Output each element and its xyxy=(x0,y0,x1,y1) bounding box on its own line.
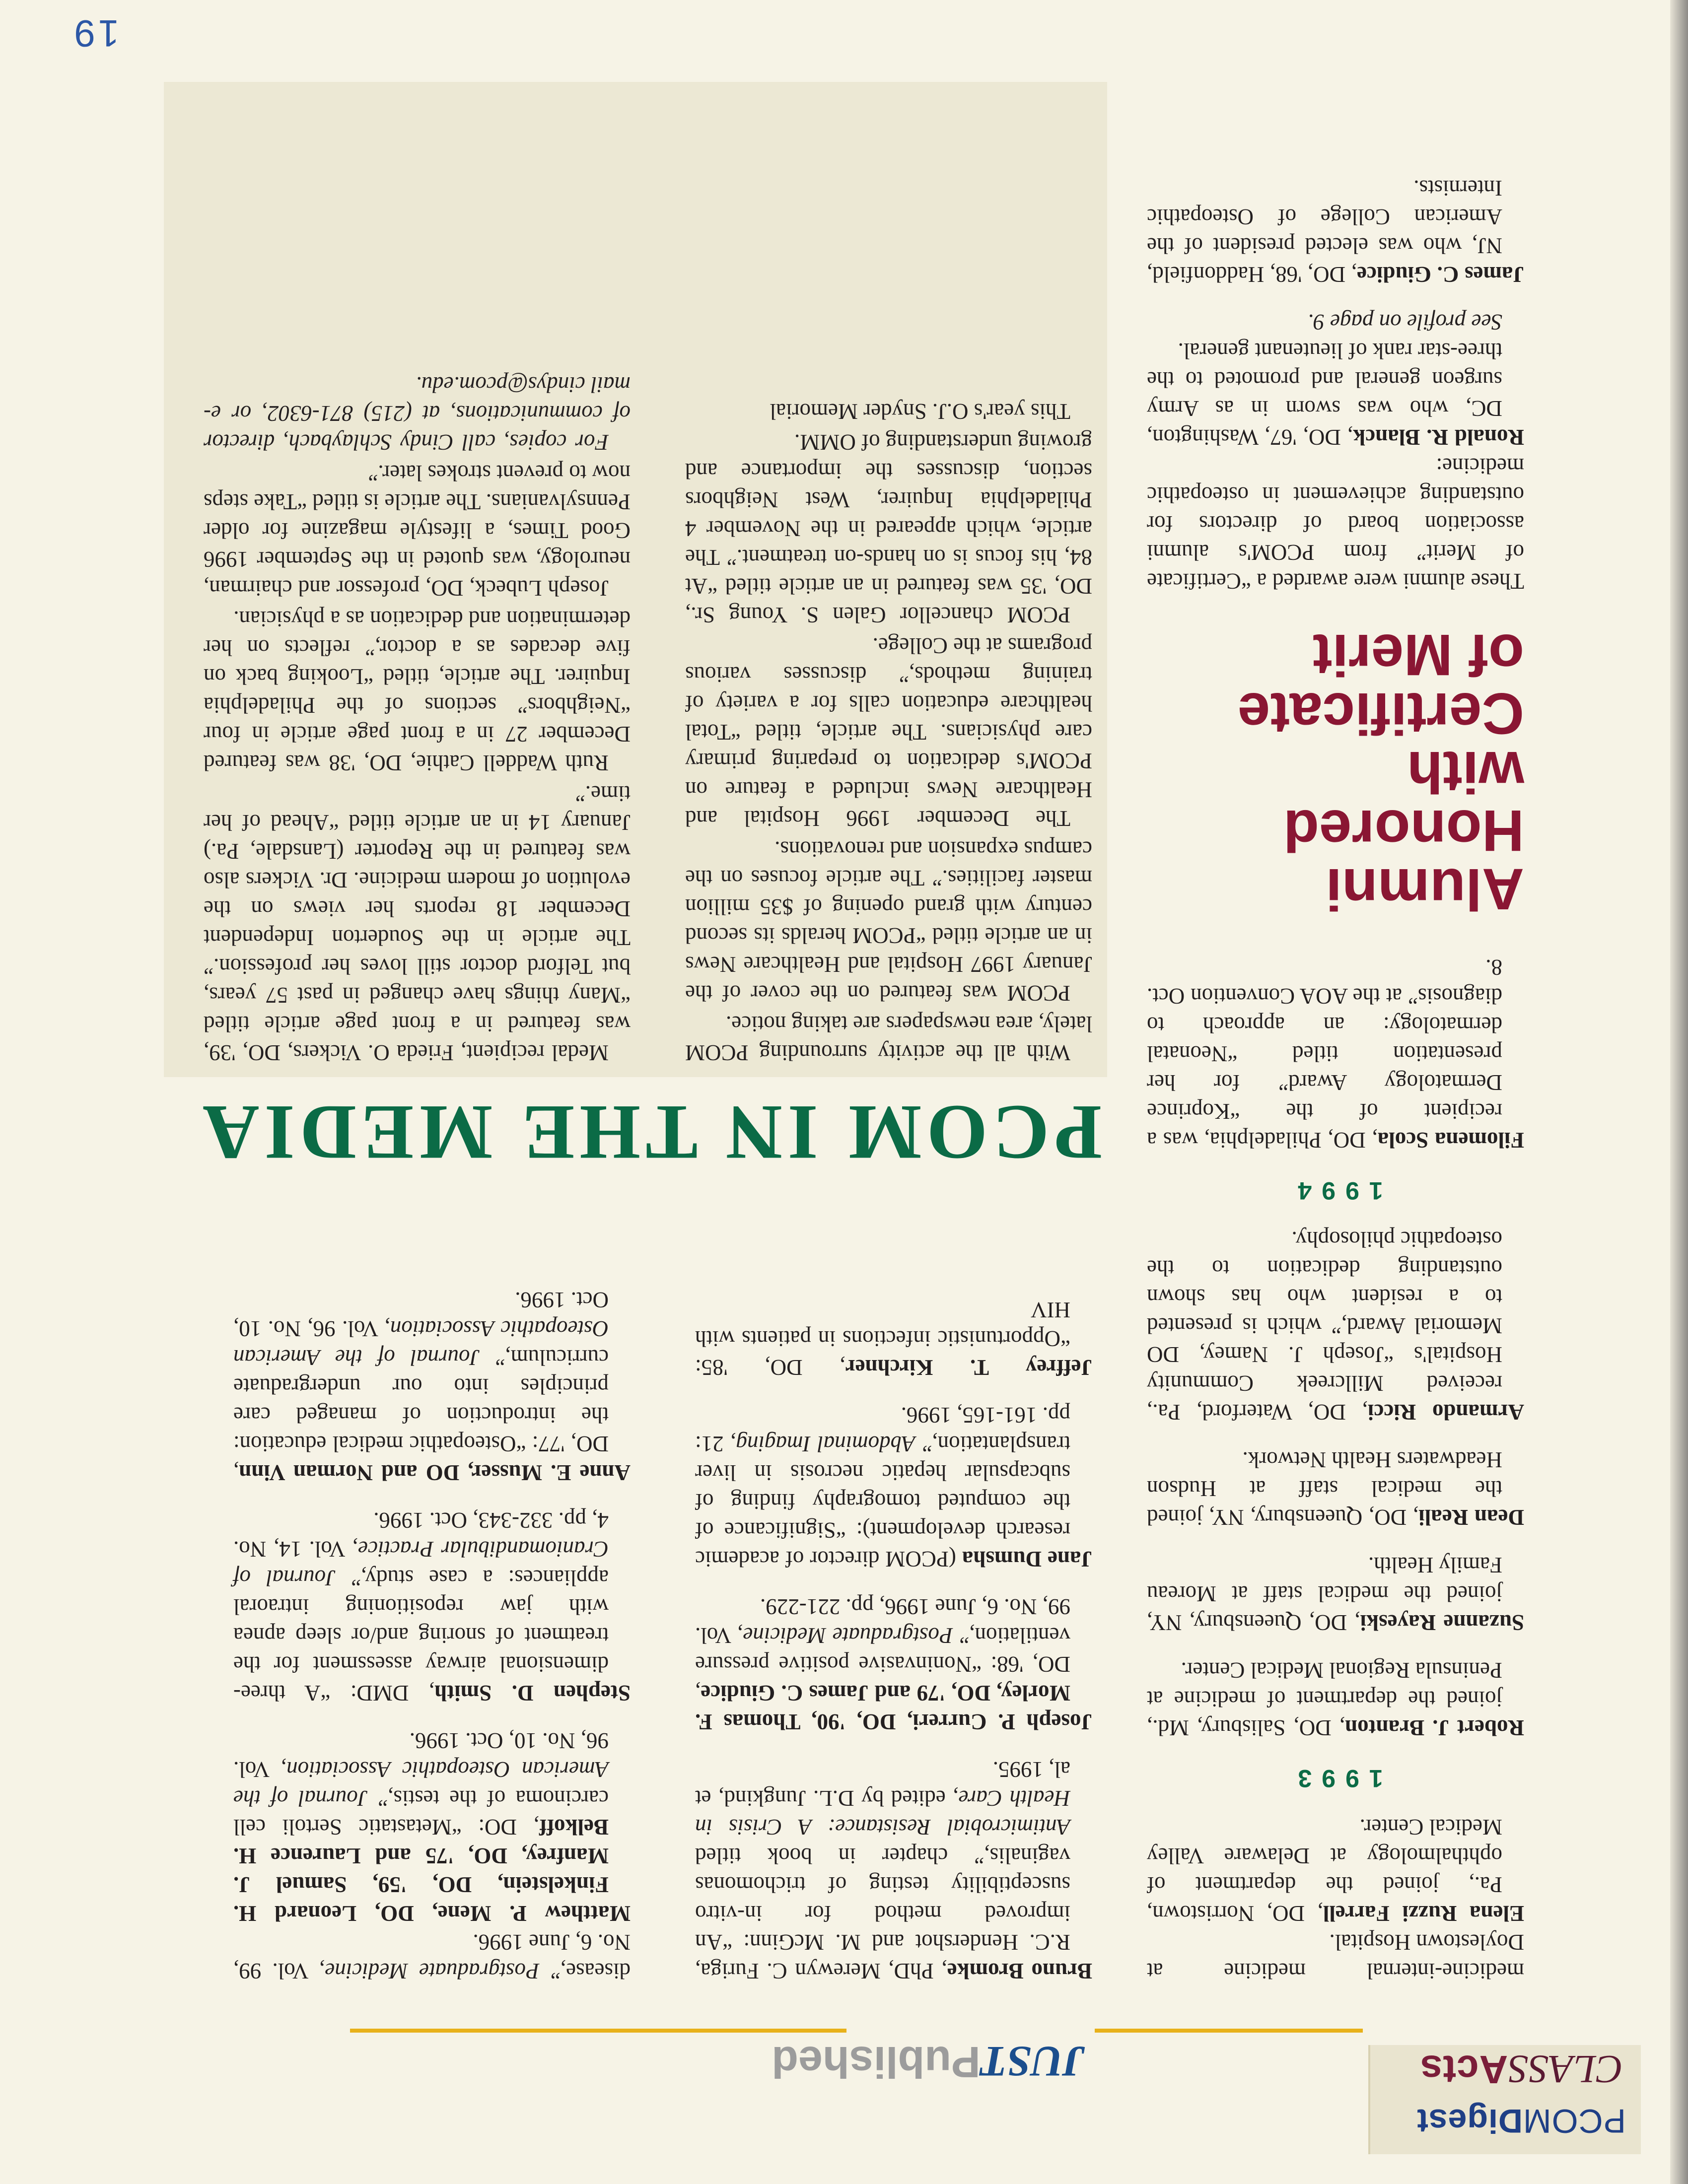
year-heading-1994: 1994 xyxy=(1288,1177,1383,1205)
see-profile-note: See profile on page 9. xyxy=(1308,310,1502,335)
person-name: James C. Giudice xyxy=(1356,262,1524,287)
section-title xyxy=(1420,2046,1623,2092)
merit-title-line2: with Certificate xyxy=(1237,681,1524,805)
jp-continued-ref: , Vol. 99, No. 6, June 1996. xyxy=(233,1930,631,1983)
media-text: PCOM chancellor Galen S. Young Sr., DO, '35 was featured in an article titled “At 84, his focus is on hands-on treatment.” The article, which appeared in the November 4 Philadelphia Inquirer, West Neighbors section, discusses the importance and growing understanding of OMM. xyxy=(685,430,1092,627)
merit-item xyxy=(1147,308,1524,452)
note-text: , DO, Queensbury, NY, joined the medical staff at Hudson Headwaters Health Network. xyxy=(1147,1447,1502,1530)
media-column-1 xyxy=(685,395,1092,1067)
media-text: The December 1996 Hospital and Healthcare News included a feature on PCOM's dedication to preparing primary care physicians. The article, titled “Total healthcare education calls for a variety of training methods,” discusses various programs at the College. xyxy=(685,633,1092,831)
journal-title: Abdominal Imaging xyxy=(736,1432,915,1456)
media-paragraph xyxy=(685,428,1092,629)
merit-list xyxy=(1147,174,1524,452)
just-published-column-2 xyxy=(233,1267,631,1985)
author-names: Jeffrey T. Kirchner xyxy=(845,1355,1092,1380)
section-title-thin: CLASS xyxy=(1508,2047,1623,2091)
citation-ref: , Vol. 96, No. 10, Oct. 1996. xyxy=(233,1728,609,1782)
note-text: , DO, Norristown, Pa., joined the department of ophthalmology at Delaware Valley Medical Center. xyxy=(1146,1815,1502,1926)
person-name: Elena Ruzzi Farrell xyxy=(1323,1901,1524,1926)
person-name: Ronald R. Blanck xyxy=(1353,425,1524,450)
merit-item xyxy=(1147,174,1524,289)
citation-text: (PCOM director of academic research development): “Significance of the computed tomography finding of subcapsular hepatic necrosis in liver transplantation,” xyxy=(695,1432,1070,1571)
citation-ref: , edited by D.L. Jungkind, et al, 1995. xyxy=(695,1757,1070,1811)
subsection-title xyxy=(772,2036,1085,2087)
brand-logo xyxy=(1416,2102,1626,2140)
merit-title-line3: of Merit xyxy=(1312,622,1524,687)
author-names: Bruno Bromke xyxy=(947,1959,1092,1983)
journal-title: Journal of the American Osteopathic Association xyxy=(233,1316,609,1370)
class-note xyxy=(1147,1445,1524,1532)
citation-text: , DO, '68: “Noninvasive positive pressure ventilation,” xyxy=(695,1623,1070,1706)
publication-entry xyxy=(233,1506,631,1707)
journal-title: Journal of Craniomandibular Practice xyxy=(233,1537,609,1590)
author-names: Matthew P. Mene, DO, Leonard H. Finkelstein, DO, '59, Samuel J. Manfrey, DO, '75 and Laurence H. Belkoff xyxy=(233,1815,631,1926)
citation-ref: , 21: pp. 161-165, 1996. xyxy=(695,1403,1070,1456)
jp-continued xyxy=(233,1928,631,1985)
note-text: , DO, Salisbury, Md., joined the department of medicine at Peninsula Regional Medical Center. xyxy=(1147,1658,1502,1740)
citation-text: , PhD, Merewyn C. Furiga, R.C. Hendershot and M. McGinn: “An improved method for in-vitro susceptibility testing of trichomonas vaginalis,” chapter in book titled xyxy=(695,1843,1070,1983)
jp-continued-journal: Postgraduate Medicine xyxy=(325,1959,540,1983)
note-text: , DO, Waterford, Pa., received Millcreek Community Hospital's “Joseph J. Namey, DO Memorial Award,” which is presented to a resident who has shown outstanding dedication to the osteopathic philosophy. xyxy=(1147,1227,1502,1425)
media-text: With all the activity surrounding PCOM lately, area newspapers are taking notice. xyxy=(685,1012,1092,1065)
author-names: Jane Dumsha xyxy=(962,1547,1092,1571)
citation-text: , DMD: “A three-dimensional airway assessment for the treatment of snoring and/or sleep apnea with jaw repositioning intraoral appliances: a case study,” xyxy=(233,1566,609,1706)
journal-title: Postgraduate Medicine xyxy=(743,1623,953,1648)
class-note xyxy=(1147,953,1524,1155)
brand-bold: Digest xyxy=(1416,2102,1523,2140)
journal-title: Antimicrobial Resistance: A Crisis in Health Care xyxy=(695,1786,1070,1840)
note-text: , DO, '67, Washington, DC, who was sworn in as Army surgeon general and promoted to the three-star rank of lieutenant general. xyxy=(1147,339,1502,450)
header-tab xyxy=(1368,2045,1641,2154)
publication-entry xyxy=(695,1401,1092,1573)
page-number: 19 xyxy=(71,12,119,54)
media-paragraph xyxy=(204,779,631,1067)
class-note xyxy=(1147,1813,1524,1928)
media-paragraph xyxy=(685,835,1092,1008)
media-paragraph xyxy=(204,605,631,777)
author-names: Stephen D. Smith xyxy=(434,1681,631,1706)
merit-title xyxy=(1147,622,1524,922)
media-text: Ruth Waddell Cathie, DO, '38 was featured December 27 in a front page article in four “Neighbors” sections of the Philadelphia Inquirer. The article, titled “Looking back on five decades as a doctor,” reflects on her determination and dedication as a physician. xyxy=(204,607,631,775)
note-text: , DO, Philadelphia, was a recipient of the “Koprince Dermatology Award” for her presentation titled “Neonatal dermatology: an approach to diagnosis” at the AOA Convention Oct. 8. xyxy=(1147,955,1502,1153)
media-paragraph xyxy=(685,397,1092,426)
gold-rule-left xyxy=(1095,2029,1363,2033)
publication-entry xyxy=(233,1286,631,1487)
note-text: , DO, Queensbury, NY, joined the medical staff at Moreau Family Health. xyxy=(1147,1553,1502,1635)
media-copies-note xyxy=(204,370,631,457)
author-names: Anne E. Musser, DO and Norman Vinn xyxy=(239,1460,631,1485)
class-notes-before xyxy=(1147,1813,1524,1928)
citation-ref: , Vol. 99, No. 6, June 1996, pp. 221-229. xyxy=(695,1594,1070,1648)
person-name: Robert J. Branton xyxy=(1345,1715,1524,1740)
media-note-text: For copies, call Cindy Schlaybach, director of communications, at (215) 871-6302, or e-mail cindys@pcom.edu. xyxy=(204,372,631,455)
media-paragraph xyxy=(685,1010,1092,1067)
citation-ref: , Vol. 14, No. 4, pp. 332-343, Oct. 1996. xyxy=(233,1508,609,1562)
citation-ref: , Vol. 96, No. 10, Oct. 1996. xyxy=(233,1288,609,1341)
binding-edge-shadow xyxy=(1670,0,1688,2184)
brand-plain: PCOM xyxy=(1523,2102,1626,2140)
person-name: Armando Ricci xyxy=(1367,1400,1524,1425)
note-text: , DO, '68, Haddonfield, NJ, who was elected president of the American College of Osteopathic Internists. xyxy=(1147,176,1502,287)
subsection-plain: Published xyxy=(772,2038,981,2087)
just-published-column-1 xyxy=(695,1277,1092,1985)
class-notes-1994 xyxy=(1147,953,1524,1155)
journal-title: Journal of the American Osteopathic Association xyxy=(233,1757,609,1811)
jp-list xyxy=(233,1286,631,1928)
publication-entry xyxy=(695,1592,1092,1736)
media-title: PCOM IN THE MEDIA xyxy=(198,1089,1102,1176)
media-text: Joseph Lubeck, DO, professor and chairman, neurology, was quoted in the September 1996 Good Times, a lifestyle magazine for older Pennsylvanians. The article is titled “Take steps now to prevent strokes later.” xyxy=(204,461,631,601)
author-names: Joseph P. Curreri, DO, '90, Thomas F. Morley, DO, '79 and James C. Giudice xyxy=(695,1681,1092,1734)
section-title-bold: Acts xyxy=(1419,2048,1508,2092)
citation-text: , DO: “Metastatic Sertoli cell carcinoma of the testis,” xyxy=(233,1786,609,1840)
jp-continued-text: disease,” xyxy=(539,1959,631,1983)
media-text: Medal recipient, Frieda O. Vickers, DO, '39, was featured in a front page article titled “Many things have changed in past 57 years, but Telford doctor still loves her profession.” The article in the Souderton Independent December 18 reports her views on the evolution of modern medicine. Dr. Vickers also was featured in the Reporter (Lansdale, Pa.) January 14 in an article titled “Ahead of her time.” xyxy=(204,781,631,1065)
citation-text: , DO, '85: “Opportunistic infections in patients with HIV xyxy=(695,1297,1070,1380)
person-name: Suzanne Rayeski xyxy=(1360,1610,1524,1635)
merit-title-line1: Alumni Honored xyxy=(1283,798,1524,922)
class-acts-column xyxy=(1147,155,1524,1985)
publication-entry xyxy=(695,1296,1092,1382)
person-name: Filomena Scola xyxy=(1377,1128,1524,1153)
page-header xyxy=(151,2030,1641,2154)
media-paragraph xyxy=(204,459,631,603)
year-heading-1993: 1993 xyxy=(1288,1765,1383,1792)
class-notes-1993 xyxy=(1147,1225,1524,1742)
class-note xyxy=(1147,1656,1524,1742)
person-name: Dean Reali xyxy=(1418,1505,1524,1530)
merit-intro: These alumni were awarded a “Certificate of Merit” from PCOM's alumni association board of directors for outstanding achievement in osteopathic medicine: xyxy=(1147,454,1524,594)
gold-rule-right xyxy=(350,2029,846,2033)
publication-entry xyxy=(233,1726,631,1928)
publication-entry xyxy=(695,1755,1092,1985)
class-note xyxy=(1147,1225,1524,1427)
subsection-italic: JUST xyxy=(980,2037,1085,2085)
media-column-2 xyxy=(204,368,631,1067)
class-acts-intro: medicine-internal medicine at Doylestown Hospital. xyxy=(1147,1930,1524,1983)
class-note xyxy=(1147,1551,1524,1637)
media-paragraph xyxy=(685,631,1092,833)
citation-text: , DO, '77: “Osteopathic medical education: the introduction of managed care principles into our undergraduate curriculum,” xyxy=(233,1345,609,1485)
media-text: PCOM was featured on the cover of the January 1997 Hospital and Healthcare News in an article titled “PCOM heralds its second century with grand opening of $35 million master facilities.” The article focuses on the campus expansion and renovations. xyxy=(685,837,1092,1006)
media-text: This year's O.J. Snyder Memorial xyxy=(770,399,1070,424)
